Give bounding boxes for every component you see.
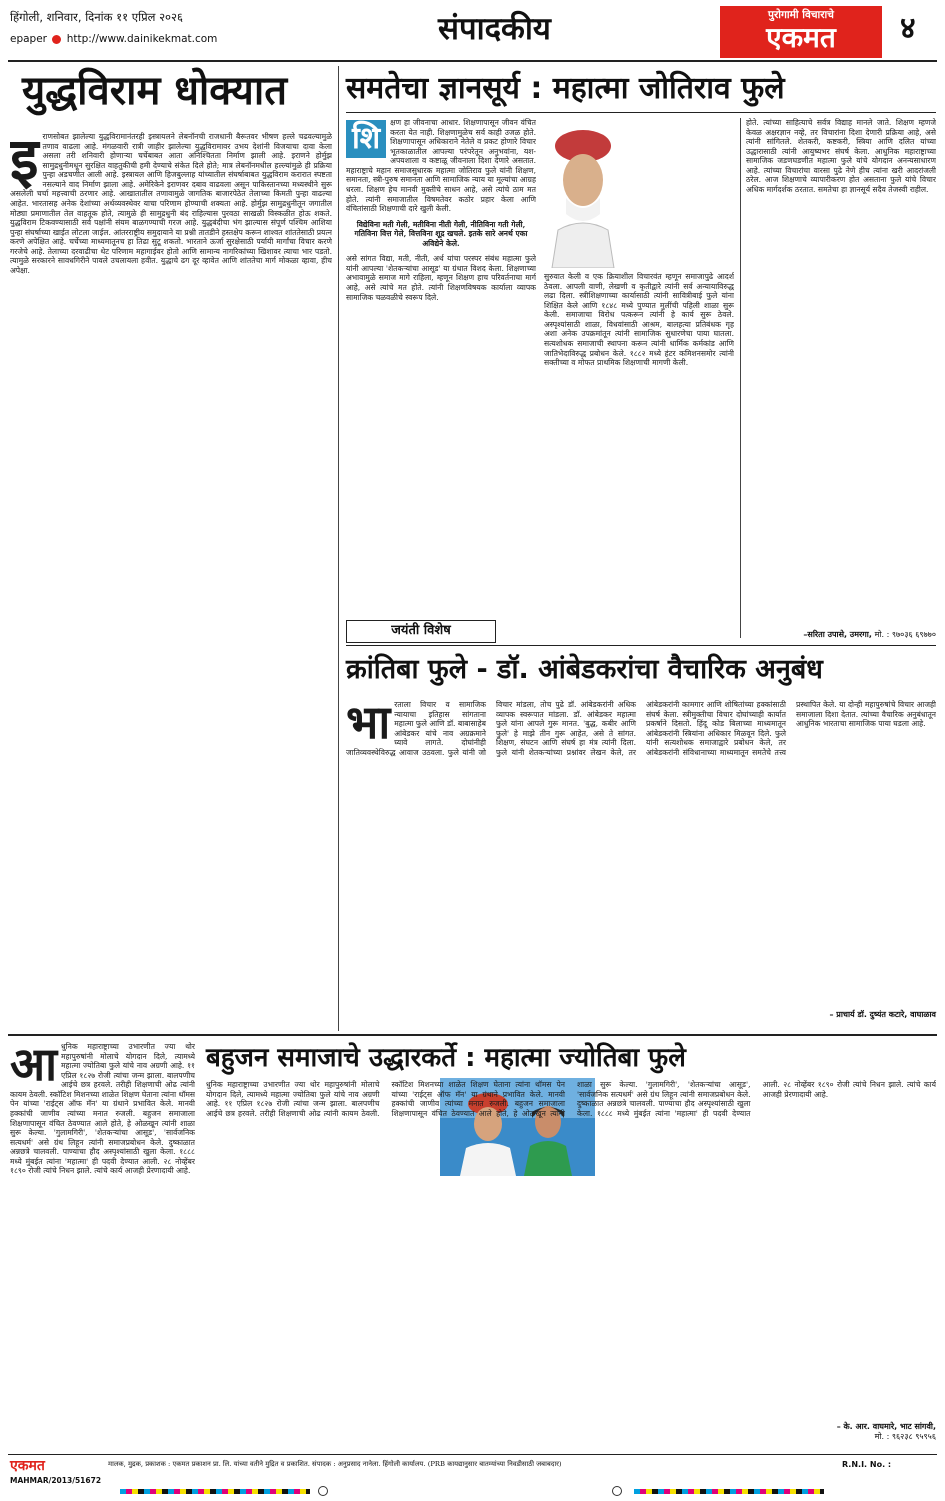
article3-dropcap: भा (346, 700, 391, 749)
epaper-logo-icon (52, 35, 61, 44)
mid-rule (8, 1034, 937, 1036)
article4-body (206, 1080, 936, 1420)
footer-regno: MAHMAR/2013/51672 (10, 1476, 102, 1485)
article4-dropcap: आ (10, 1042, 58, 1091)
dateline: हिंगोली, शनिवार, दिनांक ११ एप्रिल २०२६ (10, 10, 183, 24)
editorial2-dropcap: शि (346, 120, 386, 158)
article4-author: – के. आर. वाघमारे, भाट सांगवी, (836, 1422, 936, 1431)
editorial2-col1 (346, 118, 536, 618)
divider-left (338, 66, 339, 1031)
editorial2-author: –सरिता उपासे, उमरगा, (803, 630, 872, 639)
registration-mark-icon (612, 1486, 622, 1496)
brand-name: एकमत (766, 21, 836, 54)
editorial1-body (10, 132, 332, 1022)
section-title: संपादकीय (438, 11, 551, 47)
footer-rule (8, 1454, 937, 1455)
editorial1-dropcap: इ (10, 132, 39, 193)
epaper-url: http://www.dainikekmat.com (66, 33, 218, 45)
page-number: ४ (900, 11, 916, 46)
editorial2-col1-text: क्षण हा जीवनाचा आधार. शिक्षणापासून जीवन वंचित करता येत नाही. शिक्षणामुळेच सर्व काही उजळ होते. शिक्षणापासून अधिकाराने नेतेले व प्रकट होणारे विचार भूतकाळातील आपल्या परंपरेतून अनुभवांना, यश-अपयशाला व कष्टाळू जीवनाला दिशा देणारे असतात. महाराष्ट्राचे महान समाजसुधारक महात्मा जोतिराव फुले यांनी शिक्षण, समानता, स्त्री-पुरुष समानता आणि सामाजिक न्याय या मूल्यांचा आग्रह धरला. शिक्षण हेच मानवी मुक्तीचे साधन आहे, असे त्यांचे ठाम मत होते. त्यांनी समाजातील विषमतेवर कठोर प्रहार केला आणि वंचितांसाठी शिक्षणाची दारे खुली केली. (346, 118, 536, 214)
editorial2-col2 (544, 272, 734, 632)
editorial2-signature (740, 630, 936, 640)
article3-signature: – प्राचार्य डॉ. दुष्यंत कटारे, वाघाळाव (829, 1010, 936, 1019)
article3-text: रताला विचार व सामाजिक न्यायाचा इतिहास सांगताना महात्मा फुले आणि डॉ. बाबासाहेब आंबेडकर यांचे नाव अग्रक्रमाने घ्यावे लागते. दोघांनीही जातिव्यवस्थेविरुद्ध आवाज उठवला. फुले यांनी जो विचार मांडला, तोच पुढे डॉ. आंबेडकरांनी अधिक व्यापक स्वरूपात मांडला. डॉ. आंबेडकर महात्मा फुले यांना आपले गुरू मानत. 'बुद्ध, कबीर आणि फुले' हे माझे तीन गुरू आहेत, असे ते सांगत. शिक्षण, संघटन आणि संघर्ष हा मंत्र त्यांनी दिला. फुले यांनी शेतकऱ्यांच्या प्रश्नांवर लेखन केले, तर आंबेडकरांनी कामगार आणि शोषितांच्या हक्कांसाठी संघर्ष केला. स्त्रीमुक्तीचा विचार दोघांच्याही कार्यात प्रकर्षाने दिसतो. हिंदू कोड बिलाच्या माध्यमातून आंबेडकरांनी स्त्रियांना अधिकार मिळवून दिले. फुले यांनी सत्यशोधक समाजाद्वारे प्रबोधन केले, तर आंबेडकरांनी संविधानाच्या माध्यमातून समतेचे तत्त्व प्रस्थापित केले. या दोन्ही महापुरुषांचे विचार आजही समाजाला दिशा देतात. त्यांच्या वैचारिक अनुबंधातून आधुनिक भारताचा सामाजिक पाया घडला आहे. (346, 700, 936, 757)
editorial2-col3-text: होते. त्यांच्या साहित्याचे सर्वत्र विद्याह मानले जाते. शिक्षण म्हणजे केवळ अक्षरज्ञान नव्हे, तर विचारांना दिशा देणारी प्रक्रिया आहे, असे त्यांनी सांगितले. शेतकरी, कष्टकरी, स्त्रिया आणि दलित यांच्या उद्धारासाठी त्यांनी आयुष्यभर संघर्ष केला. आधुनिक महाराष्ट्राच्या सामाजिक जडणघडणीत महात्मा फुले यांचे योगदान अनन्यसाधारण आहे. त्यांच्या विचारांचा वारसा पुढे नेणे हीच त्यांना खरी आदरांजली ठरेल. आज शिक्षणाचे व्यापारीकरण होत असताना फुले यांचे विचार अधिक मार्गदर्शक ठरतात. समतेचा हा ज्ञानसूर्य सदैव तेजस्वी राहील. (746, 118, 936, 194)
epaper-label: epaper (10, 33, 48, 45)
editorial2-col2-text: सुरुवात केली व एक क्रियाशील विचारवंत म्हणून समाजापुढे आदर्श ठेवला. आपली वाणी, लेखणी व कृतीद्वारे त्यांनी सर्व अन्यायाविरुद्ध लढा दिला. स्त्रीशिक्षणाच्या कार्यासाठी त्यांनी सावित्रीबाई फुले यांना शिक्षित केले आणि १८४८ मध्ये पुण्यात मुलींची पहिली शाळा सुरू केली. समाजाचा विरोध पत्करून त्यांनी हे कार्य सुरू ठेवले. अस्पृश्यांसाठी शाळा, विधवांसाठी आश्रम, बालहत्या प्रतिबंधक गृह अशा अनेक उपक्रमांतून त्यांनी सामाजिक सुधारणेचा पाया घातला. सत्यशोधक समाजाची स्थापना करून त्यांनी धार्मिक कर्मकांड आणि जातिभेदाविरुद्ध प्रबोधन केले. १८८२ मध्ये हंटर कमिशनसमोर त्यांनी सक्तीच्या व मोफत प्राथमिक शिक्षणाची मागणी केली. (544, 272, 734, 368)
brand-logo (720, 6, 882, 58)
editorial2-phone: मो. : ९७०३६ ६९७७० (874, 630, 936, 639)
article4-col1 (10, 1042, 195, 1437)
article4-title: बहुजन समाजाचे उद्धारकर्ते : महात्मा ज्योतिबा फुले (206, 1043, 686, 1073)
article4-signature (746, 1422, 936, 1442)
color-strip (634, 1489, 824, 1494)
jayanti-label: जयंती विशेष (346, 620, 496, 643)
color-strip (120, 1489, 310, 1494)
footer-brand: एकमत (10, 1458, 45, 1474)
editorial2-col3 (746, 118, 936, 618)
registration-mark-icon (318, 1486, 328, 1496)
divider-ed2 (740, 118, 741, 638)
epaper-link[interactable] (10, 33, 217, 46)
brand-tagline: पुरोगामी विचाराचे (768, 9, 834, 21)
editorial1-text: राणसोबत झालेल्या युद्धविरामानंतरही इस्त्रायलने लेबनॉनची राजधानी बैरूतवर भीषण हल्ले चढवल्यामुळे तणाव वाढला आहे. मंगळवारी रात्री जाहीर झालेल्या युद्धविरामावर उभय देशांनी विजयाचा दावा केला असला तरी शनिवारी होणाऱ्या चर्चेबाबत आता अनिश्चितता निर्माण झाली आहे. इराणने होर्मुझ सामुद्रधुनीमधून सुरक्षित वाहतुकीची हमी देण्याचे संकेत दिले होते; मात्र लेबनॉनमधील हल्ल्यांमुळे ही प्रक्रिया पुन्हा अडचणीत आली आहे. इस्त्रायल आणि हिजबुल्लाह यांच्यातील संघर्षाबाबत युद्धविराम करारात स्पष्टता नसल्याने वाद निर्माण झाला आहे. अमेरिकेने इराणवर दबाव वाढवला असून पाकिस्तानच्या मध्यस्थीने सुरू असलेली चर्चा महत्त्वाची ठरणार आहे. आखातातील तणावामुळे जागतिक बाजारपेठेत तेलाच्या किमती पुन्हा वाढल्या आहेत. भारतासह अनेक देशांच्या अर्थव्यवस्थेवर याचा परिणाम होण्याची शक्यता आहे. होर्मुझ सामुद्रधुनीतून जगातील मोठ्या प्रमाणातील तेल वाहतूक होते, त्यामुळे ही सामुद्रधुनी बंद राहिल्यास पुरवठा साखळी विस्कळीत होऊ शकते. युद्धविराम टिकवण्यासाठी सर्व पक्षांनी संयम बाळगण्याची गरज आहे. युद्धबंदीचा भंग झाल्यास संपूर्ण पश्चिम आशिया पुन्हा संघर्षाच्या खाईत लोटला जाईल. आंतरराष्ट्रीय समुदायाने या प्रश्नी तातडीने हस्तक्षेप करून शाश्वत शांततेसाठी प्रयत्न करणे अपेक्षित आहे. चर्चेच्या माध्यमातूनच हा तिढा सुटू शकतो. भारताने ऊर्जा सुरक्षेसाठी पर्यायी मार्गांचा विचार करणे गरजेचे आहे. तेलाच्या दरवाढीचा थेट परिणाम महागाईवर होतो आणि सामान्य नागरिकांच्या खिशावर त्याचा भार पडतो. त्यामुळे सरकारने सावधगिरीने पावले उचलायला हवीत. युद्धाचे ढग दूर व्हावेत आणि शांततेचा मार्ग मोकळा व्हावा, हीच अपेक्षा. (10, 132, 332, 275)
footer-imprint: मालक, मुद्रक, प्रकाशक : एकमत प्रकाशन प्रा. लि. यांच्या वतीने मुद्रित व प्रकाशित. संपादक : अनुप्रसाद नानेला. हिंगोली कार्यालय. (PRB कायद्यानुसार बातम्यांच्या निवडीसाठी जबाबदार) (108, 1460, 562, 1468)
article3-body (346, 700, 936, 1005)
article3-title: क्रांतिबा फुले - डॉ. आंबेडकरांचा वैचारिक अनुबंध (346, 654, 823, 685)
editorial1-title: युद्धविराम धोक्यात (22, 68, 288, 114)
article4-text: धुनिक महाराष्ट्राच्या उभारणीत ज्या थोर महापुरुषांनी मोलाचे योगदान दिले, त्यामध्ये महात्मा ज्योतिबा फुले यांचे नाव अग्रणी आहे. ११ एप्रिल १८२७ रोजी त्यांचा जन्म झाला. बालपणीच आईचे छत्र हरवले. तरीही शिक्षणाची ओढ त्यांनी कायम ठेवली. स्कॉटिश मिशनच्या शाळेत शिक्षण घेताना त्यांना थॉमस पेन यांच्या 'राईट्स ऑफ मॅन' या ग्रंथाने प्रभावित केले. मानवी हक्कांची जाणीव त्यांच्या मनात रुजली. बहुजन समाजाला शिक्षणापासून वंचित ठेवण्यात आले होते, हे ओळखून त्यांनी शाळा सुरू केल्या. 'गुलामगिरी', 'शेतकऱ्यांचा आसूड', 'सार्वजनिक सत्यधर्म' असे ग्रंथ लिहून त्यांनी समाजप्रबोधन केले. दुष्काळात अन्नछत्रे चालवली. पाण्याचा हौद अस्पृश्यांसाठी खुला केला. १८८८ मध्ये मुंबईत त्यांना 'महात्मा' ही पदवी देण्यात आली. २८ नोव्हेंबर १८९० रोजी त्यांचे निधन झाले. त्यांचे कार्य आजही प्रेरणादायी आहे. (10, 1042, 195, 1176)
footer-rni: R.N.I. No. : (842, 1460, 892, 1469)
editorial2-quote: विद्येविना मती गेली, मतीविना नीती गेली, नीतिविना गती गेली, गतिविना वित्त गेले, वित्तविना शूद्र खचले. इतके सारे अनर्थ एका अविद्येने केले. (354, 219, 528, 248)
editorial2-title: समतेचा ज्ञानसूर्य : महात्मा जोतिराव फुले (346, 71, 785, 106)
editorial2-col1b-text: असे सांगत विद्या, मती, नीती, अर्थ यांचा परस्पर संबंध महात्मा फुले यांनी आपल्या 'शेतकऱ्यांचा आसूड' या ग्रंथात विशद केला. शिक्षणाच्या अभावामुळे समाज मागे राहिला, म्हणून शिक्षण हाच परिवर्तनाचा मार्ग आहे, असे त्यांचे मत होते. त्यांनी शिक्षणविषयक कार्याला व्यापक सामाजिक चळवळीचे स्वरूप दिले. (346, 254, 536, 302)
editorial2-rule (346, 112, 936, 113)
masthead-rule (8, 60, 937, 62)
article4-text-cont: धुनिक महाराष्ट्राच्या उभारणीत ज्या थोर महापुरुषांनी मोलाचे योगदान दिले, त्यामध्ये महात्मा ज्योतिबा फुले यांचे नाव अग्रणी आहे. ११ एप्रिल १८२७ रोजी त्यांचा जन्म झाला. बालपणीच आईचे छत्र हरवले. तरीही शिक्षणाची ओढ त्यांनी कायम ठेवली. स्कॉटिश मिशनच्या शाळेत शिक्षण घेताना त्यांना थॉमस पेन यांच्या 'राईट्स ऑफ मॅन' या ग्रंथाने प्रभावित केले. मानवी हक्कांची जाणीव त्यांच्या मनात रुजली. बहुजन समाजाला शिक्षणापासून वंचित ठेवण्यात आले होते, हे ओळखून त्यांनी शाळा सुरू केल्या. 'गुलामगिरी', 'शेतकऱ्यांचा आसूड', 'सार्वजनिक सत्यधर्म' असे ग्रंथ लिहून त्यांनी समाजप्रबोधन केले. दुष्काळात अन्नछत्रे चालवली. पाण्याचा हौद अस्पृश्यांसाठी खुला केला. १८८८ मध्ये मुंबईत त्यांना 'महात्मा' ही पदवी देण्यात आली. २८ नोव्हेंबर १८९० रोजी त्यांचे निधन झाले. त्यांचे कार्य आजही प्रेरणादायी आहे. (206, 1080, 936, 1118)
article4-phone: मो. : ९६२३८ ९५९५६ (874, 1432, 936, 1442)
phule-portrait (544, 118, 622, 268)
ed2-bottom-rule (346, 645, 936, 646)
